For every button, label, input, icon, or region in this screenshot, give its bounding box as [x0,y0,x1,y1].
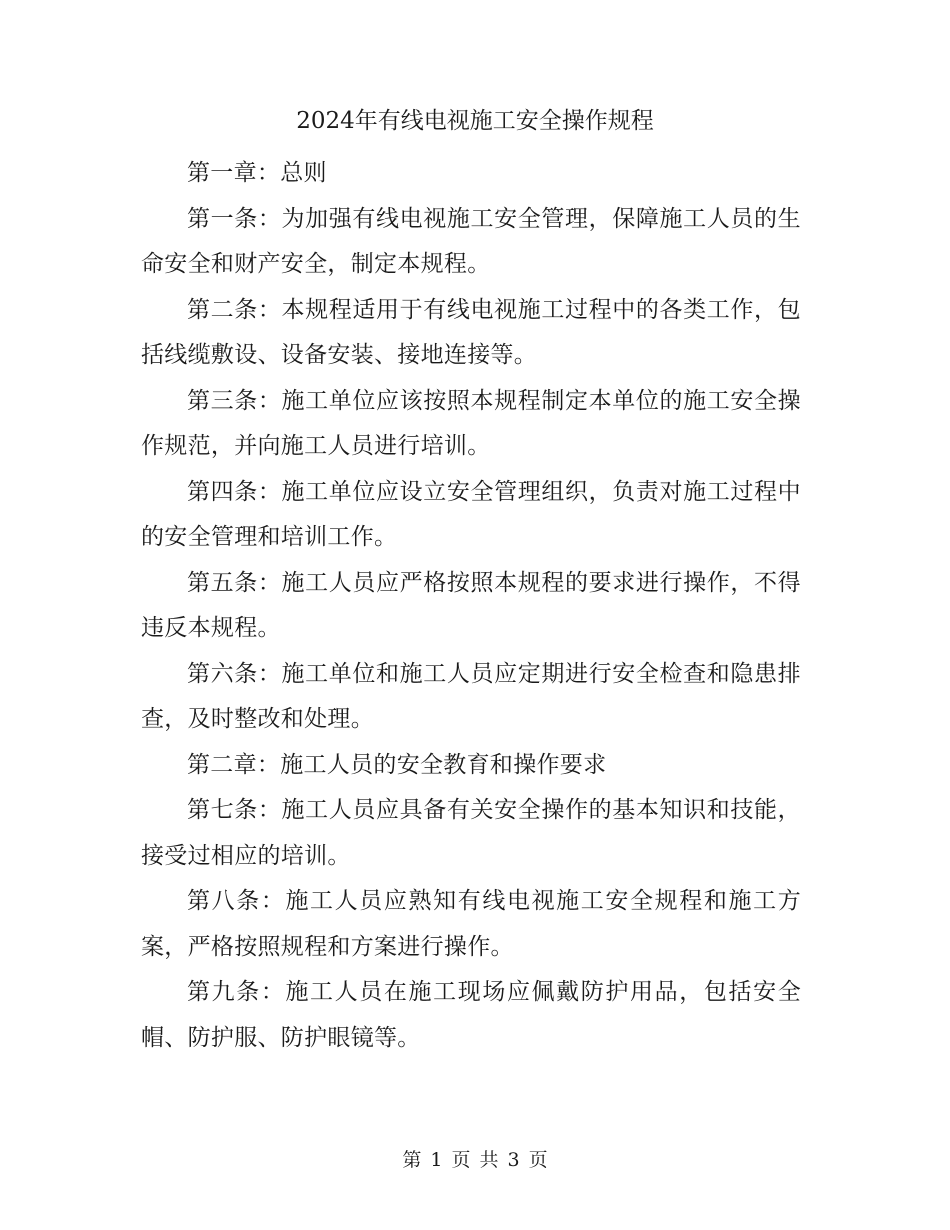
article-1: 第一条：为加强有线电视施工安全管理，保障施工人员的生命安全和财产安全，制定本规程。 [141,205,801,277]
page-number-footer: 第 1 页 共 3 页 [402,1149,548,1171]
article-2: 第二条：本规程适用于有线电视施工过程中的各类工作，包括线缆敷设、设备安装、接地连接等。 [141,296,801,368]
chapter-heading-1: 第一章：总则 [187,160,327,186]
article-3: 第三条：施工单位应该按照本规程制定本单位的施工安全操作规范，并向施工人员进行培训。 [141,387,801,459]
document-title: 2024年有线电视施工安全操作规程 [296,108,654,134]
article-6: 第六条：施工单位和施工人员应定期进行安全检查和隐患排查，及时整改和处理。 [141,660,801,732]
article-7: 第七条：施工人员应具备有关安全操作的基本知识和技能，接受过相应的培训。 [141,797,801,869]
article-5: 第五条：施工人员应严格按照本规程的要求进行操作，不得违反本规程。 [141,569,801,641]
article-8: 第八条：施工人员应熟知有线电视施工安全规程和施工方案，严格按照规程和方案进行操作。 [141,888,801,960]
article-9: 第九条：施工人员在施工现场应佩戴防护用品，包括安全帽、防护服、防护眼镜等。 [141,979,801,1051]
chapter-heading-2: 第二章：施工人员的安全教育和操作要求 [187,751,607,778]
document-body [141,151,801,1061]
article-4: 第四条：施工单位应设立安全管理组织，负责对施工过程中的安全管理和培训工作。 [141,478,801,550]
